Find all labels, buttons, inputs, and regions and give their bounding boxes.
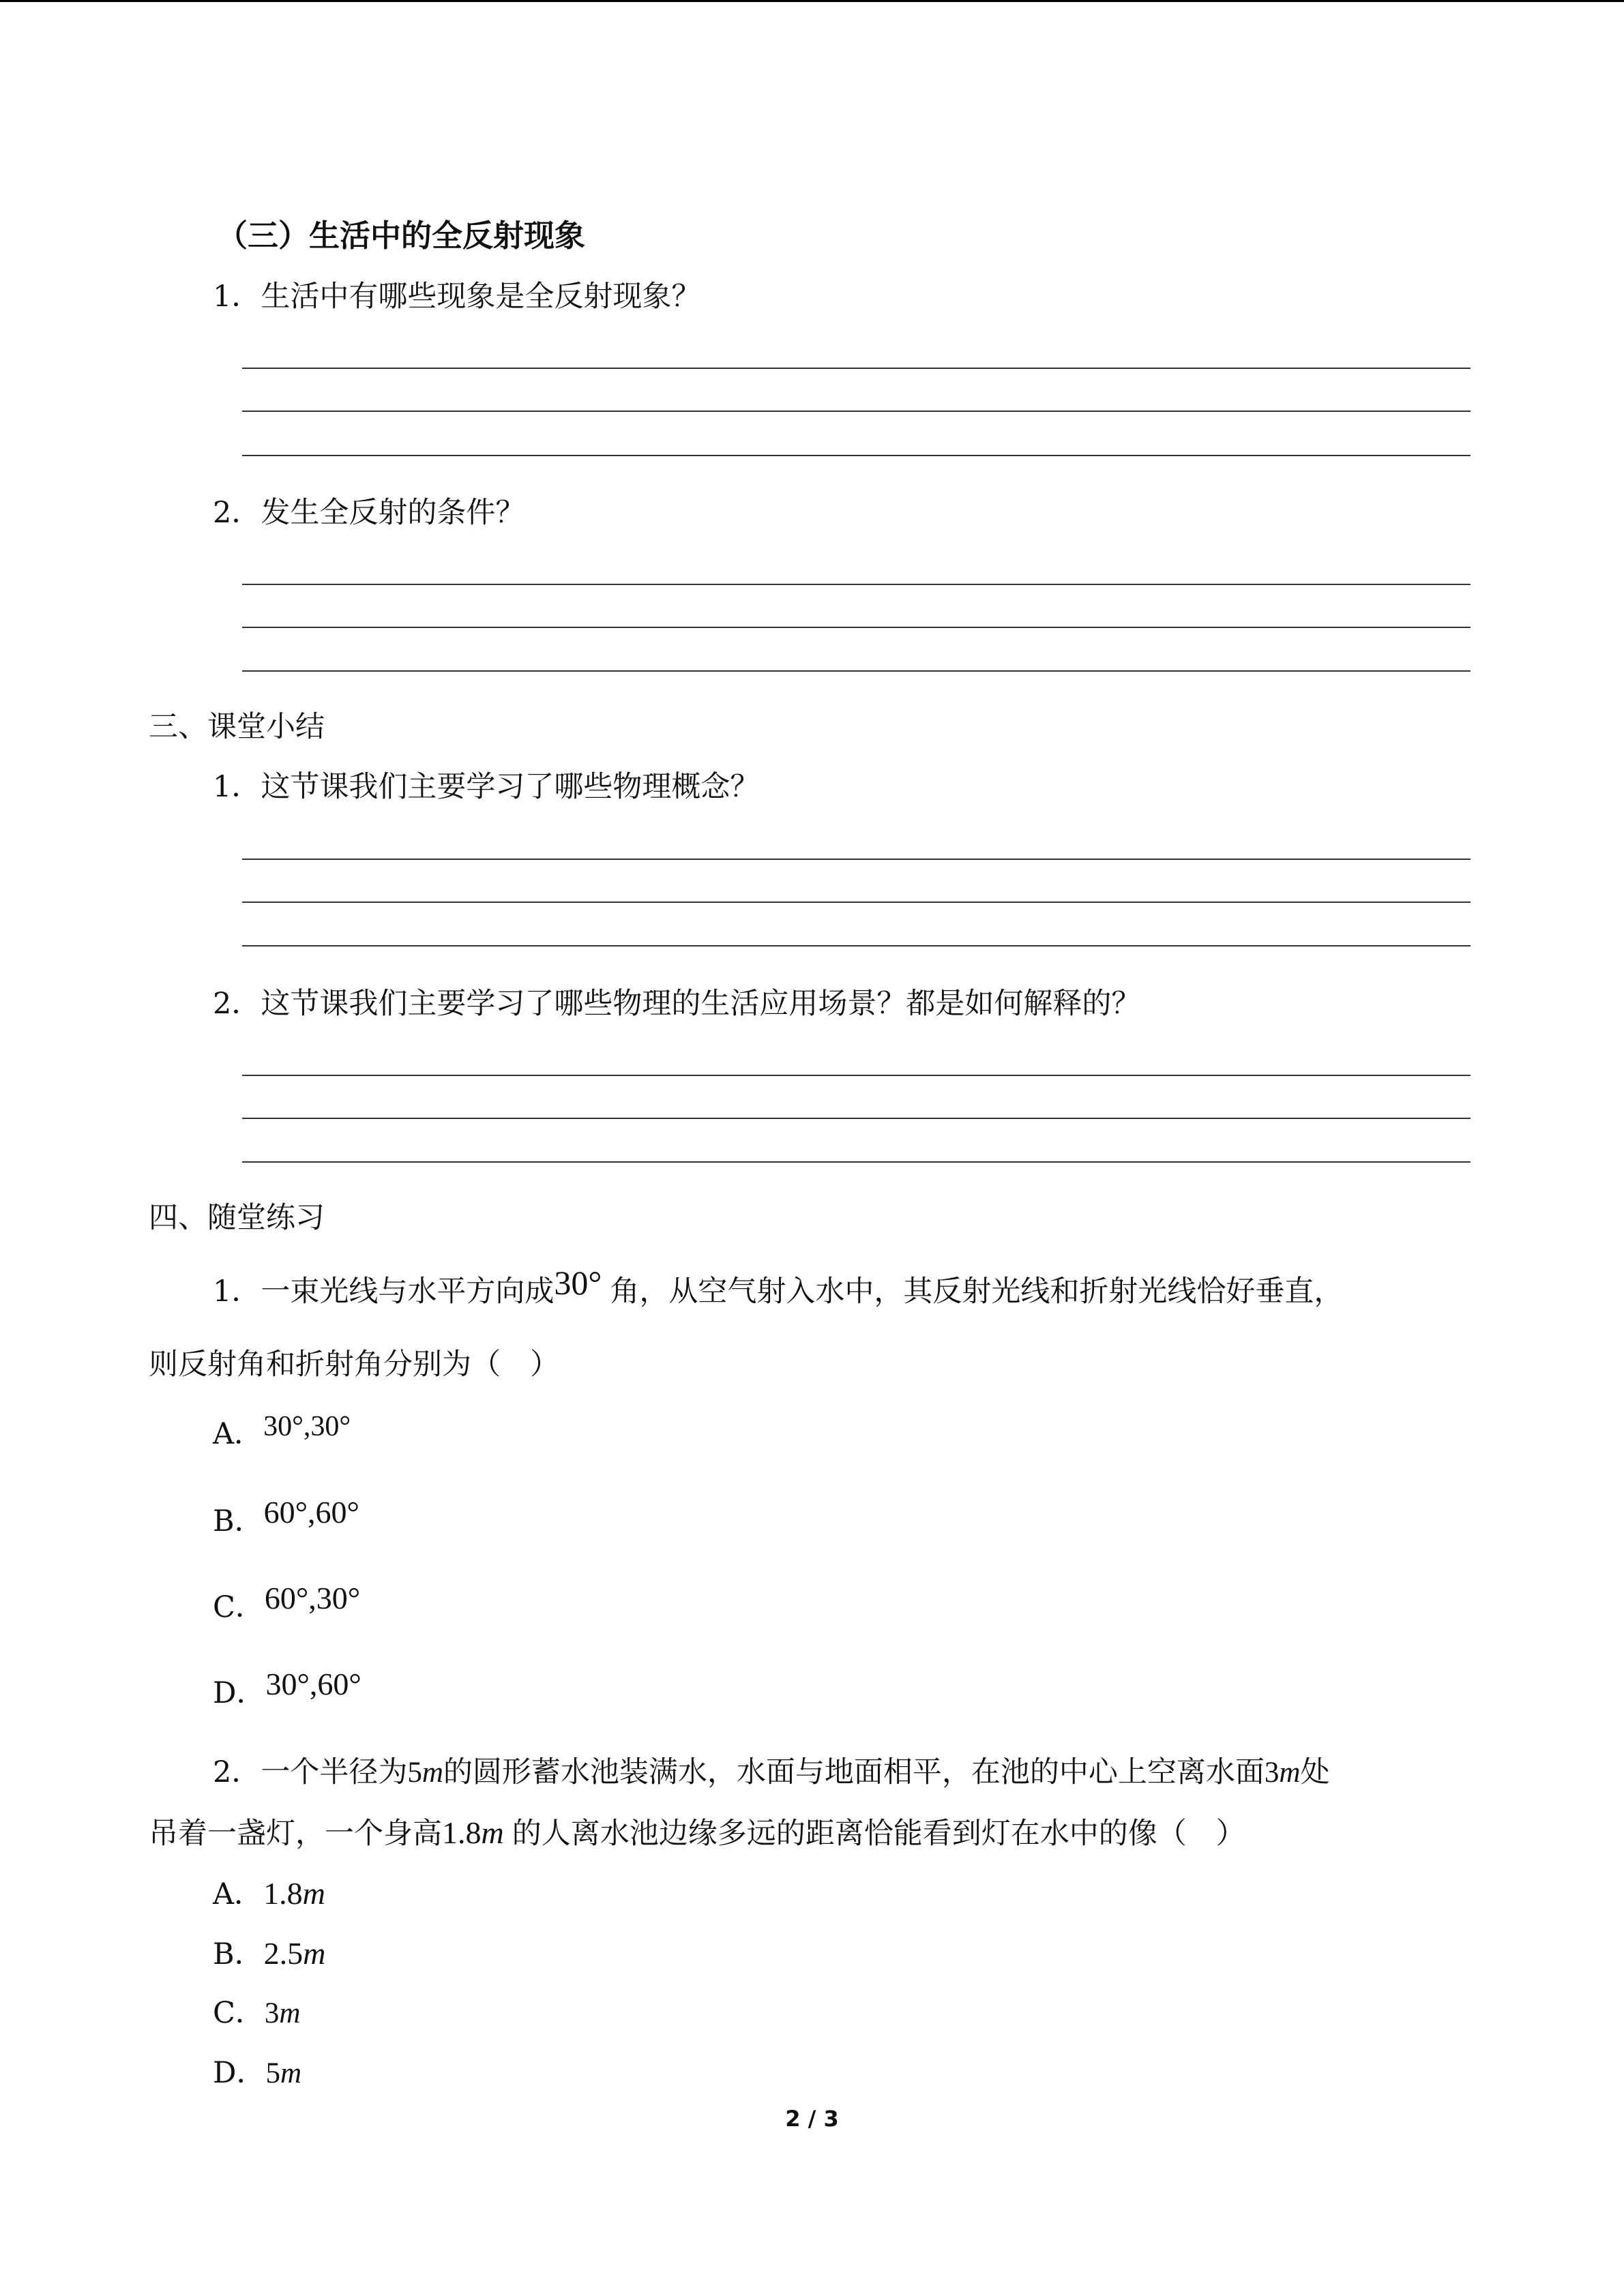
- angle-value: 30°: [554, 1264, 602, 1302]
- option-label: A．: [213, 1877, 264, 1911]
- question-text: 2．发生全反射的条件？: [213, 496, 525, 530]
- problem-text: 2．一个半径为: [213, 1755, 408, 1789]
- option-value: 30°,60°: [265, 1667, 361, 1701]
- unit: m: [422, 1757, 443, 1789]
- page-top-border: [0, 0, 1624, 2]
- option-b[interactable]: [213, 1495, 359, 1538]
- option-a[interactable]: [213, 1411, 351, 1451]
- unit: m: [303, 1936, 326, 1971]
- option-label: B．: [213, 1504, 264, 1538]
- answer-line[interactable]: [242, 584, 1471, 585]
- problem-text: 处: [1300, 1755, 1330, 1789]
- answer-line[interactable]: [242, 1161, 1471, 1163]
- option-d[interactable]: [213, 1667, 361, 1710]
- unit: m: [1279, 1757, 1301, 1789]
- option-label: D．: [213, 2056, 266, 2090]
- option-number: 2.5: [263, 1936, 304, 1971]
- section-heading: （三）生活中的全反射现象: [217, 218, 586, 254]
- answer-line[interactable]: [242, 627, 1471, 628]
- problem-1-line-1: [213, 1264, 1344, 1309]
- option-c[interactable]: [213, 1996, 301, 2030]
- answer-line[interactable]: [242, 368, 1471, 369]
- option-a[interactable]: [213, 1878, 325, 1909]
- problem-2-line-1: [213, 1755, 1330, 1789]
- option-value: 30°,30°: [263, 1411, 351, 1442]
- page-number: 2 / 3: [785, 2106, 839, 2132]
- radius-number: 5: [407, 1757, 422, 1789]
- answer-line[interactable]: [242, 1118, 1471, 1119]
- question-text: 2．这节课我们主要学习了哪些物理的生活应用场景？都是如何解释的？: [213, 987, 1141, 1021]
- problem-text: 的圆形蓄水池装满水，水面与地面相平，在池的中心上空离水面: [443, 1755, 1265, 1789]
- answer-line[interactable]: [242, 859, 1471, 860]
- option-c[interactable]: [213, 1581, 361, 1624]
- option-label: C．: [213, 1590, 265, 1624]
- answer-line[interactable]: [242, 1075, 1471, 1076]
- option-number: 3: [264, 1997, 280, 2029]
- unit: m: [481, 1815, 504, 1850]
- option-label: D．: [213, 1676, 266, 1710]
- unit: m: [302, 1876, 325, 1911]
- section-heading: 三、课堂小结: [149, 710, 325, 744]
- problem-text: 1．一束光线与水平方向成: [213, 1274, 555, 1309]
- unit: m: [279, 1997, 301, 2029]
- problem-1-line-2: 则反射角和折射角分别为（ ）: [149, 1347, 559, 1382]
- problem-text: 吊着一盏灯，一个身高: [149, 1817, 442, 1851]
- option-label: A．: [213, 1417, 264, 1451]
- question-text: 1．生活中有哪些现象是全反射现象？: [213, 280, 701, 314]
- option-label: B．: [213, 1937, 264, 1971]
- option-value: 60°,60°: [263, 1495, 359, 1530]
- unit: m: [280, 2057, 302, 2089]
- option-number: 5: [265, 2057, 280, 2089]
- answer-line[interactable]: [242, 455, 1471, 456]
- answer-line[interactable]: [242, 901, 1471, 903]
- height-number: 3: [1264, 1757, 1280, 1789]
- option-d[interactable]: [213, 2056, 302, 2090]
- question-text: 1．这节课我们主要学习了哪些物理概念？: [213, 770, 760, 804]
- answer-line[interactable]: [242, 945, 1471, 946]
- person-height-number: 1.8: [442, 1815, 482, 1850]
- answer-line[interactable]: [242, 411, 1471, 412]
- problem-2-line-2: [149, 1817, 1245, 1849]
- option-number: 1.8: [263, 1876, 303, 1911]
- problem-text: 角，从空气射入水中，其反射光线和折射光线恰好垂直，: [610, 1274, 1344, 1309]
- section-heading: 四、随堂练习: [149, 1201, 325, 1235]
- option-label: C．: [213, 1996, 265, 2030]
- option-b[interactable]: [213, 1938, 325, 1969]
- problem-text: 的人离水池边缘多远的距离恰能看到灯在水中的像（ ）: [512, 1817, 1245, 1851]
- answer-line[interactable]: [242, 670, 1471, 672]
- option-value: 60°,30°: [264, 1581, 361, 1615]
